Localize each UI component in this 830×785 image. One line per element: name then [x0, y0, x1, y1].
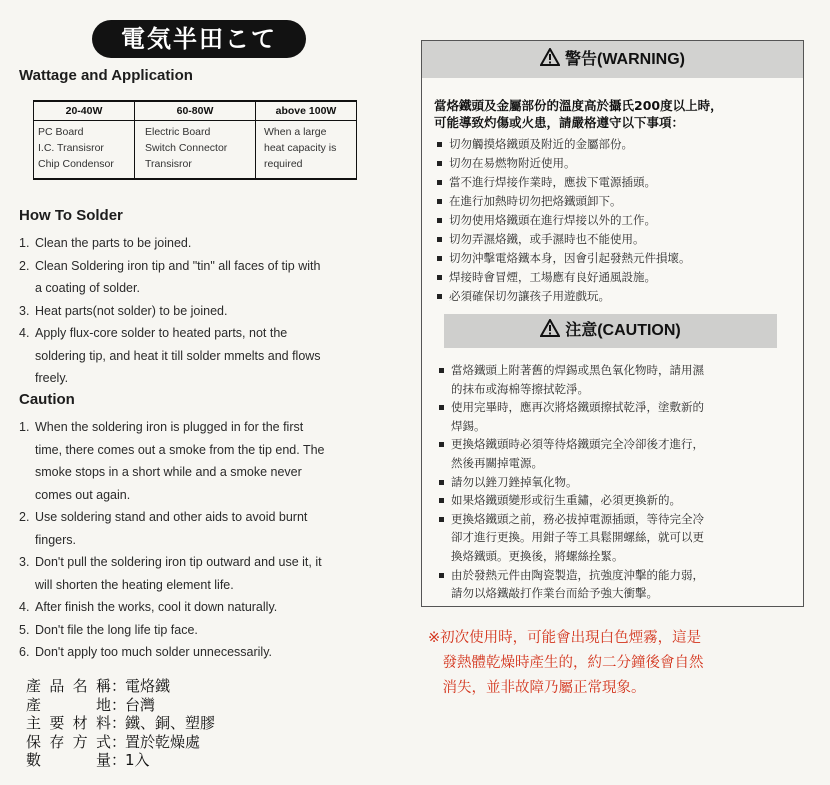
caution-triangle-icon	[540, 319, 560, 337]
spec-separator: ：	[111, 751, 127, 769]
step-text-line: time, there comes out a smoke from the tip end. The	[35, 442, 325, 457]
step-number: 3.	[19, 555, 30, 569]
spec-separator: ：	[111, 695, 127, 714]
step-item	[19, 506, 325, 551]
spec-key: 主要材料	[26, 714, 111, 732]
wattage-application-item: PC Board	[38, 126, 84, 138]
step-number: 2.	[19, 510, 30, 524]
spec-separator: ：	[111, 677, 127, 695]
step-text-line: Don't pull the soldering iron tip outward and use it, it	[35, 555, 322, 569]
caution-item	[436, 566, 704, 603]
wattage-application-item: Chip Condensor	[38, 158, 114, 170]
caution-item	[436, 435, 704, 472]
caution-item-line: 更換烙鐵頭之前，務必拔掉電源插頭，等待完全冷	[451, 511, 704, 526]
caution-item-line: 換烙鐵頭。更換後，將螺絲拴緊。	[451, 548, 624, 563]
caution-zh-header	[444, 314, 777, 348]
spec-separator: ：	[111, 714, 127, 732]
wattage-table	[33, 100, 357, 180]
caution-zh-title: 注意(CAUTION)	[565, 322, 681, 339]
step-text-line: comes out again.	[35, 487, 131, 502]
wattage-col-cell	[135, 121, 256, 179]
caution-item	[436, 473, 704, 492]
step-text-line: Clean Soldering iron tip and "tin" all faces of tip with	[35, 258, 321, 273]
warning-intro-line: 當烙鐵頭及金屬部份的溫度高於攝氏200度以上時，	[434, 98, 723, 113]
warning-panel	[421, 40, 804, 607]
spec-value: 台灣	[125, 695, 156, 714]
step-text-line: Don't file the long life tip face.	[35, 622, 198, 637]
spec-key: 保存方式	[26, 732, 111, 751]
spec-row	[26, 696, 215, 715]
step-text-line: soldering tip, and heat it till solder mmelts and flows	[35, 348, 321, 363]
caution-item-line: 的抹布或海棉等擦拭乾淨。	[451, 381, 589, 396]
warning-item: 當不進行焊接作業時，應拔下電源插頭。	[434, 173, 691, 192]
how-to-solder-steps	[19, 232, 321, 390]
spec-value: 置於乾燥處	[125, 732, 201, 751]
step-item	[19, 641, 325, 664]
wattage-col-header: 60-80W	[135, 101, 256, 121]
step-item	[19, 232, 321, 255]
note-line: 消失，並非故障乃屬正常現象。	[428, 680, 646, 696]
step-text-line: will shorten the heating element life.	[35, 577, 234, 592]
spec-row	[26, 733, 215, 752]
caution-steps	[19, 416, 325, 664]
caution-item-line: 更換烙鐵頭時必須等待烙鐵頭完全冷卻後才進行，	[451, 437, 704, 452]
warning-intro-line: 可能導致灼傷或火患，請嚴格遵守以下事項：	[434, 115, 685, 130]
caution-zh-list	[436, 361, 704, 603]
caution-item	[436, 491, 704, 510]
warning-item: 焊接時會冒煙，工場應有良好通風設施。	[434, 268, 691, 287]
spec-row	[26, 714, 215, 733]
caution-item-line: 焊錫。	[451, 418, 486, 433]
step-number: 4.	[19, 600, 30, 614]
wattage-col-cell	[256, 121, 357, 179]
wattage-col-cell	[34, 121, 135, 179]
caution-item-line: 如果烙鐵頭變形或衍生重鏽，必須更換新的。	[451, 493, 681, 508]
spec-key: 數量	[26, 751, 111, 769]
step-item	[19, 416, 325, 506]
warning-title: 警告(WARNING)	[565, 51, 685, 68]
wattage-application-item: Transisror	[145, 158, 192, 170]
caution-item	[436, 361, 704, 398]
step-number: 6.	[19, 645, 30, 659]
product-title-banner: 電気半田こて	[92, 20, 306, 58]
step-item	[19, 551, 325, 596]
warning-item: 切勿觸摸烙鐵頭及附近的金屬部份。	[434, 135, 691, 154]
wattage-application-item: Electric Board	[145, 126, 211, 138]
caution-item-line: 由於發熱元件由陶瓷製造，抗強度沖擊的能力弱，	[451, 567, 704, 582]
spec-value: 1入	[125, 751, 150, 769]
spec-key: 產品名稱	[26, 677, 111, 695]
wattage-application-item: I.C. Transisror	[38, 142, 104, 154]
step-number: 5.	[19, 622, 30, 637]
warning-list	[434, 135, 691, 306]
first-use-note	[428, 626, 813, 701]
caution-item-line: 請勿以銼刀銼掉氧化物。	[451, 474, 578, 489]
warning-triangle-icon	[540, 48, 560, 66]
wattage-application-item: heat capacity is	[264, 142, 337, 154]
note-line: ※初次使用時，可能會出現白色煙霧，這是	[428, 630, 702, 646]
how-to-solder-heading: How To Solder	[19, 207, 123, 224]
step-item	[19, 619, 325, 642]
step-text-line: Apply flux-core solder to heated parts, not the	[35, 326, 288, 340]
warning-item: 切勿弄濕烙鐵，或手濕時也不能使用。	[434, 230, 691, 249]
wattage-application-item: required	[264, 158, 303, 170]
caution-heading: Caution	[19, 391, 75, 408]
caution-item	[436, 510, 704, 566]
spec-value: 鐵、銅、塑膠	[125, 714, 216, 732]
caution-item-line: 請勿以烙鐵敲打作業台而給予強大衝擊。	[451, 586, 658, 601]
caution-item-line: 然後再關掉電源。	[451, 455, 543, 470]
caution-item	[436, 398, 704, 435]
step-text-line: Clean the parts to be joined.	[35, 236, 192, 250]
step-item	[19, 300, 321, 323]
step-text-line: Don't apply too much solder unnecessarily.	[35, 645, 272, 659]
warning-item: 切勿在易燃物附近使用。	[434, 154, 691, 173]
warning-item: 在進行加熱時切勿把烙鐵頭卸下。	[434, 192, 691, 211]
step-text-line: fingers.	[35, 532, 76, 547]
caution-item-line: 使用完畢時，應再次將烙鐵頭擦拭乾淨，塗敷新的	[451, 400, 704, 415]
caution-item-line: 當烙鐵頭上附著舊的焊錫或黑色氧化物時，請用濕	[451, 363, 704, 377]
spec-value: 電烙鐵	[125, 677, 171, 695]
wattage-application-item: Switch Connector	[145, 142, 228, 154]
note-line: 發熱體乾燥時產生的，約二分鐘後會自然	[428, 655, 704, 671]
step-text-line: Use soldering stand and other aids to avoid burnt	[35, 510, 308, 524]
warning-item: 必須確保切勿讓孩子用遊戲玩。	[434, 287, 691, 306]
warning-item: 切勿使用烙鐵頭在進行焊接以外的工作。	[434, 211, 691, 230]
warning-intro	[434, 97, 723, 131]
step-text-line: When the soldering iron is plugged in for the first	[35, 420, 304, 434]
step-text-line: After finish the works, cool it down naturally.	[35, 600, 278, 614]
step-text-line: Heat parts(not solder) to be joined.	[35, 303, 228, 318]
step-number: 1.	[19, 236, 30, 250]
step-number: 3.	[19, 303, 30, 318]
wattage-col-header: 20-40W	[34, 101, 135, 121]
step-number: 4.	[19, 326, 30, 340]
step-text-line: a coating of solder.	[35, 281, 140, 295]
warning-item: 切勿沖擊電烙鐵本身，因會引起發熱元件損壞。	[434, 249, 691, 268]
product-spec-list	[26, 677, 215, 770]
spec-row	[26, 751, 215, 770]
step-item	[19, 596, 325, 619]
wattage-application-item: When a large	[264, 126, 327, 138]
step-item	[19, 255, 321, 300]
step-text-line: smoke stops in a short while and a smoke never	[35, 465, 302, 479]
wattage-col-header: above 100W	[256, 101, 357, 121]
spec-separator: ：	[111, 732, 127, 751]
spec-key: 產地	[26, 695, 111, 714]
step-item	[19, 322, 321, 390]
step-text-line: freely.	[35, 371, 69, 385]
step-number: 2.	[19, 258, 30, 273]
wattage-heading: Wattage and Application	[19, 67, 193, 84]
step-number: 1.	[19, 420, 30, 434]
caution-item-line: 卻才進行更換。用鉗子等工具鬆開螺絲，就可以更	[451, 530, 704, 545]
spec-row	[26, 677, 215, 696]
warning-header	[422, 41, 803, 78]
